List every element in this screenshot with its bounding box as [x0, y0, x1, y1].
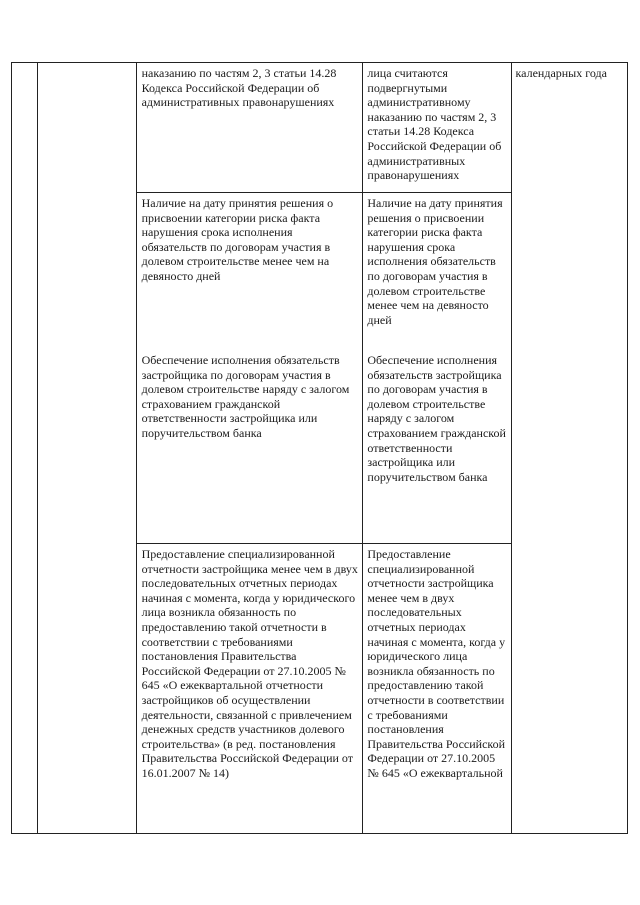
criterion-cell [136, 350, 363, 544]
category-cell [37, 544, 136, 834]
period-cell [511, 544, 627, 834]
condition-text: Предоставление специализированной отчетности застройщика менее чем в двух последовательных отчетных периодах начиная с момента, когда у юридического лица возникла обязанность по предоставлению такой отчетности в соответствии с требованиями постановления Правительства Российской Федерации от 27.10.2005 № 645 «О ежеквартальной [367, 547, 506, 780]
condition-cell [363, 63, 511, 193]
table-row [12, 193, 628, 351]
category-cell [37, 63, 136, 193]
condition-cell [363, 544, 511, 834]
category-cell [37, 350, 136, 544]
period-cell [511, 350, 627, 544]
criterion-text: Обеспечение исполнения обязательств застройщика по договорам участия в долевом строительстве наряду с залогом страхованием гражданской ответственности застройщика или поручительством банка [141, 353, 350, 440]
period-cell [511, 63, 627, 193]
criterion-text: Наличие на дату принятия решения о присвоении категории риска факта нарушения срока исполнения обязательств по договорам участия в долевом строительстве менее чем на девяносто дней [141, 196, 334, 283]
period-cell [511, 193, 627, 351]
table-row [12, 350, 628, 544]
criteria-table [11, 62, 628, 834]
number-cell [12, 350, 38, 544]
criterion-text: Предоставление специализированной отчетности застройщика менее чем в двух последовательных отчетных периодах начиная с момента, когда у юридического лица возникла обязанность по предоставлению такой отчетности в соответствии с требованиями постановления Правительства Российской Федерации от 27.10.2005 № 645 «О ежеквартальной отчетности застройщиков об осуществлении деятельности, связанной с привлечением денежных средств участников долевого строительства» (в ред. постановления Правительства Российской Федерации от 16.01.2007 № 14) [141, 547, 358, 780]
criterion-cell [136, 193, 363, 351]
table-row [12, 63, 628, 193]
period-text: календарных года [515, 66, 607, 80]
criterion-cell [136, 544, 363, 834]
condition-cell [363, 350, 511, 544]
table-row [12, 544, 628, 834]
condition-text: Обеспечение исполнения обязательств застройщика по договорам участия в долевом строительстве наряду с залогом страхованием гражданской ответственности застройщика или поручительством банка [367, 353, 506, 484]
condition-text: Наличие на дату принятия решения о присвоении категории риска факта нарушения срока исполнения обязательств по договорам участия в долевом строительстве менее чем на девяносто дней [367, 196, 503, 327]
condition-text: лица считаются подвергнутыми административному наказанию по частям 2, 3 статьи 14.28 Кодекса Российской Федерации об административных правонарушениях [367, 66, 502, 183]
number-cell [12, 63, 38, 193]
criterion-cell [136, 63, 363, 193]
category-cell [37, 193, 136, 351]
number-cell [12, 544, 38, 834]
number-cell [12, 193, 38, 351]
criterion-text: наказанию по частям 2, 3 статьи 14.28 Кодекса Российской Федерации об административных правонарушениях [141, 66, 337, 110]
condition-cell [363, 193, 511, 351]
